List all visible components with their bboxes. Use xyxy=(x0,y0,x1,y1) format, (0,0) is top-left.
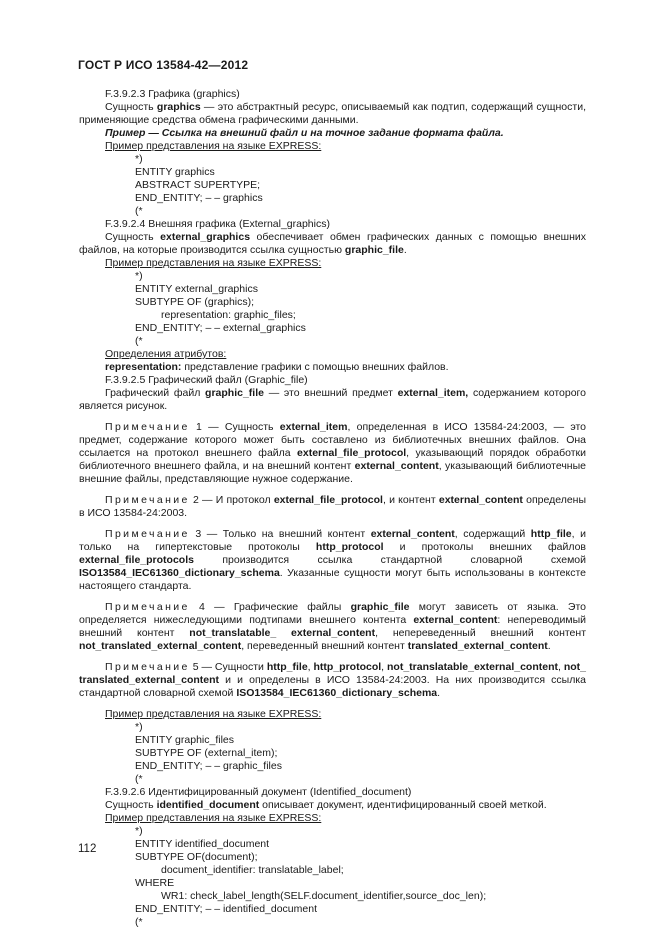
code-line: (* xyxy=(135,205,143,217)
express-label: Пример представления на языке EXPRESS: xyxy=(105,812,322,824)
code-line: END_ENTITY; – – identified_document xyxy=(135,903,317,915)
page-body xyxy=(79,88,586,929)
code-line: SUBTYPE OF(document); xyxy=(135,851,258,863)
paragraph-graphics: Сущность graphics — это абстрактный ресурс, описываемый как подтип, содержащий сущности, применяющие средства обмена графическими данными. xyxy=(79,101,586,126)
code-line: ENTITY graphic_files xyxy=(135,734,235,746)
code-line: representation: graphic_files; xyxy=(161,309,296,321)
code-line: (* xyxy=(135,335,143,347)
code-line: *) xyxy=(135,153,143,165)
code-line: *) xyxy=(135,721,143,733)
code-line: document_identifier: translatable_label; xyxy=(161,864,344,876)
code-line: ENTITY identified_document xyxy=(135,838,270,850)
note-1: Примечание 1 — Сущность external_item, определенная в ИСО 13584-24:2003, — это предмет, содержание которого может быть составлено из библиотечных внешних файлов. Она ссылается на протокол внешнего файла external_file_protocol, указывающий порядок обработки библиотечного внешнего файла, и на внешний контент external_content, указывающий библиотечные внешние файлы, представляющие нужное содержание. xyxy=(79,421,586,485)
note-4: Примечание 4 — Графические файлы graphic_file могут зависеть от языка. Это определяется нижеследующими подтипами внешнего контента external_content: непереводимый внешний контент not_translatable_ external_content, непереведенный внешний контент not_translated_external_content, переведенный внешний контент translated_external_content. xyxy=(79,601,587,652)
section-heading-external-graphics: F.3.9.2.4 Внешняя графика (External_graphics) xyxy=(105,218,330,230)
code-line: ABSTRACT SUPERTYPE; xyxy=(135,179,261,191)
code-line: ENTITY graphics xyxy=(135,166,215,178)
code-line: *) xyxy=(135,825,143,837)
spacer xyxy=(79,700,586,708)
code-line: (* xyxy=(135,916,143,928)
section-heading-identified-document: F.3.9.2.6 Идентифицированный документ (Identified_document) xyxy=(105,786,412,798)
express-label: Пример представления на языке EXPRESS: xyxy=(105,708,322,720)
paragraph-external-graphics: Сущность external_graphics обеспечивает обмен графических данных с помощью внешних файлов, на которые производится ссылка сущностью graphic_file. xyxy=(79,231,587,256)
express-label: Пример представления на языке EXPRESS: xyxy=(105,257,322,269)
code-line: SUBTYPE OF (graphics); xyxy=(135,296,255,308)
page-number: 112 xyxy=(78,843,97,855)
paragraph-identified-document: Сущность identified_document описывает документ, идентифицированный своей меткой. xyxy=(105,799,547,811)
code-line: END_ENTITY; – – graphic_files xyxy=(135,760,282,772)
code-line: WR1: check_label_length(SELF.document_identifier,source_doc_len); xyxy=(161,890,487,902)
note-2: Примечание 2 — И протокол external_file_protocol, и контент external_content определены в ИСО 13584-24:2003. xyxy=(79,494,587,519)
code-line: SUBTYPE OF (external_item); xyxy=(135,747,278,759)
code-line: ENTITY external_graphics xyxy=(135,283,258,295)
attribute-definition: representation: представление графики с помощью внешних файлов. xyxy=(105,361,449,373)
code-line: WHERE xyxy=(135,877,175,889)
note-5: Примечание 5 — Сущности http_file, http_protocol, not_translatable_external_content, not_ translated_external_content и и определены в ИСО 13584-24:2003. На них производится ссылка стандартной словарной схемой ISO13584_IEC61360_dictionary_schema. xyxy=(79,661,586,699)
example-title: Пример — Ссылка на внешний файл и на точное задание формата файла. xyxy=(105,127,504,139)
code-line: (* xyxy=(135,773,143,785)
paragraph-graphic-file: Графический файл graphic_file — это внешний предмет external_item, содержанием которого является рисунок. xyxy=(79,387,586,412)
code-line: END_ENTITY; – – external_graphics xyxy=(135,322,306,334)
express-label: Пример представления на языке EXPRESS: xyxy=(105,140,322,152)
note-3: Примечание 3 — Только на внешний контент external_content, содержащий http_file, и только на гипертекстовые протоколы http_protocol и протоколы внешних файлов external_file_protocols производится ссылка стандартной словарной схемой ISO13584_IEC61360_dictionary_schema. Указанные сущности могут быть использованы в контексте настоящего стандарта. xyxy=(79,528,586,592)
document-header: ГОСТ Р ИСО 13584-42—2012 xyxy=(78,58,249,72)
code-line: *) xyxy=(135,270,143,282)
section-heading-graphic-file: F.3.9.2.5 Графический файл (Graphic_file) xyxy=(105,374,308,386)
code-line: END_ENTITY; – – graphics xyxy=(135,192,263,204)
section-heading-graphics: F.3.9.2.3 Графика (graphics) xyxy=(105,88,240,100)
attributes-label: Определения атрибутов: xyxy=(105,348,227,360)
